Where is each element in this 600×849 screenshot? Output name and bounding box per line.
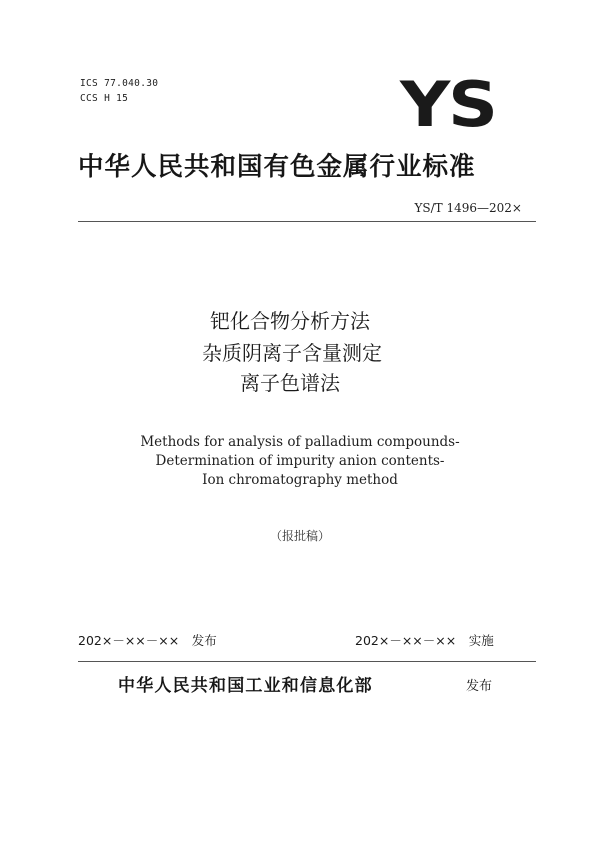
implementation-date: 202×－××－×× 实施 bbox=[355, 633, 494, 648]
chinese-title-line-3: 离子色谱法 bbox=[240, 371, 340, 395]
chinese-title-line-1: 钯化合物分析方法 bbox=[210, 309, 370, 333]
publisher-name: 中华人民共和国工业和信息化部 bbox=[118, 676, 373, 696]
header-divider bbox=[78, 221, 536, 222]
ics-code: ICS 77.040.30 bbox=[80, 78, 159, 89]
english-title-line-2: Determination of impurity anion contents- bbox=[155, 453, 445, 469]
footer-divider bbox=[78, 661, 536, 662]
english-title-line-3: Ion chromatography method bbox=[202, 472, 398, 488]
ys-logo: YS bbox=[400, 68, 496, 141]
draft-status-label: （报批稿） bbox=[269, 529, 330, 543]
publisher-suffix: 发布 bbox=[466, 679, 493, 694]
standard-category-title: 中华人民共和国有色金属行业标准 bbox=[78, 152, 476, 182]
issue-date: 202×－××－×× 发布 bbox=[78, 633, 217, 648]
english-title-line-1: Methods for analysis of palladium compounds- bbox=[140, 434, 460, 450]
ccs-code: CCS H 15 bbox=[80, 93, 129, 104]
standard-number: YS/T 1496—202× bbox=[414, 201, 522, 215]
chinese-title-line-2: 杂质阴离子含量测定 bbox=[202, 341, 382, 365]
